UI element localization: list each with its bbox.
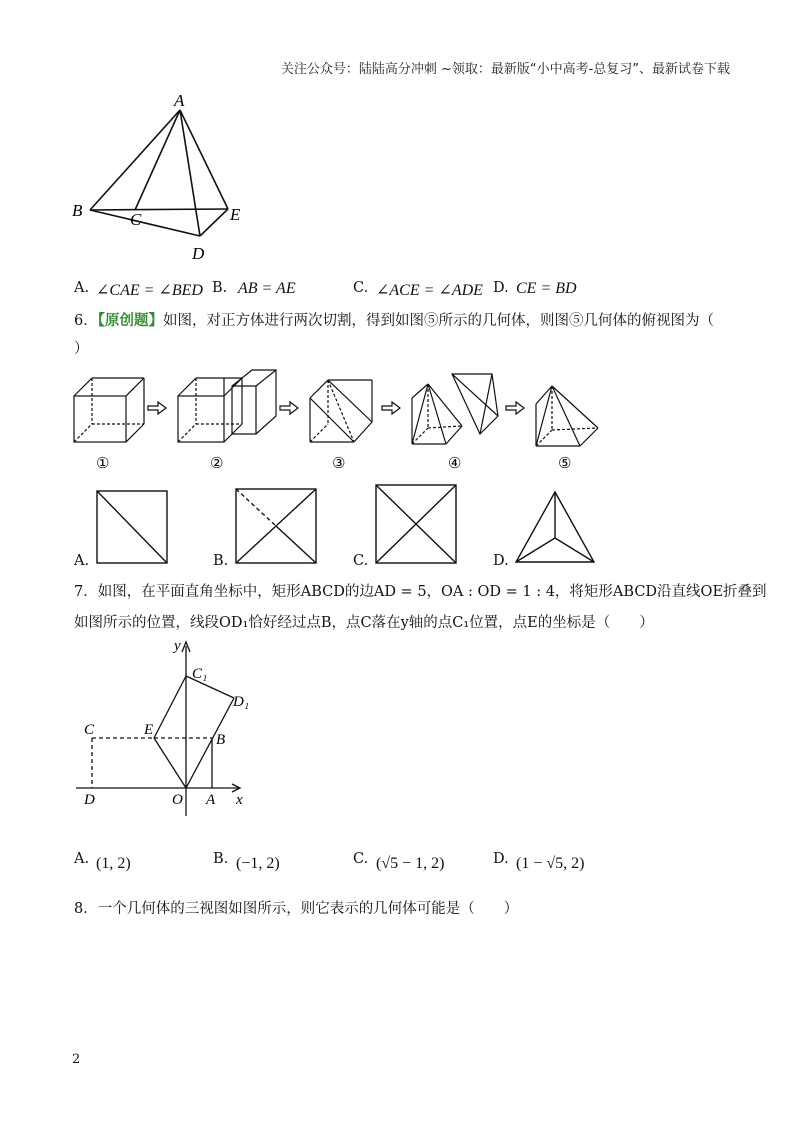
page-header: 关注公众号：陆陆高分冲刺 ~领取：最新版“小中高考-总复习”、最新试卷下载 — [280, 62, 730, 77]
q8-question — [74, 902, 518, 917]
q6-cube-sequence-figure — [66, 364, 626, 474]
q7-label-a: A — [206, 792, 216, 808]
q7-label-d: D — [84, 792, 95, 808]
q5-option-d-text: CE = BD — [516, 280, 577, 297]
q5-option-c-letter: C. — [353, 280, 369, 296]
q7-label-y: y — [174, 638, 181, 654]
q6-option-c-letter: C. — [353, 553, 369, 569]
q6-text-line2: ） — [74, 341, 89, 357]
q8-text: 一个几何体的三视图如图所示，则它表示的几何体可能是（ ） — [97, 901, 519, 917]
q7-option-c-letter: C. — [353, 851, 369, 867]
q7-label-c: C — [84, 722, 95, 738]
q6-step-label-2: ② — [210, 456, 224, 472]
q5-option-b-text: AB = AE — [238, 280, 296, 297]
q7-label-e: E — [144, 722, 154, 738]
q7-label-d1: D₁ — [233, 694, 250, 710]
q6-question — [74, 314, 714, 329]
q6-option-a-figure — [96, 490, 168, 564]
q5-label-e: E — [230, 205, 241, 224]
q7-text-line1 — [74, 585, 767, 600]
q6-option-b-figure — [235, 488, 317, 564]
q5-label-d: D — [192, 244, 205, 263]
q7-option-c-text: (√5 − 1, 2) — [376, 855, 445, 872]
q5-option-a-text: ∠CAE = ∠BED — [96, 282, 203, 299]
q6-option-c-figure — [375, 484, 457, 564]
q6-number: 6． — [74, 313, 98, 329]
q6-step-label-4: ④ — [448, 456, 462, 472]
q6-original-tag: 【原创题】 — [97, 312, 163, 329]
q6-step-label-5: ⑤ — [558, 456, 572, 472]
q6-option-d-figure — [514, 490, 596, 564]
q5-option-a-letter: A. — [74, 280, 90, 296]
q7-option-b-letter: B. — [213, 851, 229, 867]
q7-option-d-letter: D. — [493, 851, 509, 867]
q5-option-d-letter: D. — [493, 280, 509, 296]
q7-label-b: B — [216, 732, 226, 748]
q7-label-c1: C₁ — [192, 666, 208, 682]
q5-label-b: B — [72, 201, 83, 220]
q7-option-a-text: (1, 2) — [96, 855, 131, 872]
q6-option-d-letter: D. — [493, 553, 509, 569]
q7-option-b-text: (−1, 2) — [236, 855, 280, 872]
q6-option-a-letter: A. — [74, 553, 90, 569]
q6-text-line1: 如图，对正方体进行两次切割，得到如图⑤所示的几何体，则图⑤几何体的俯视图为（ — [162, 313, 714, 329]
q5-option-b-letter: B. — [212, 280, 228, 296]
q7-number: 7． — [74, 584, 98, 600]
q6-option-b-letter: B. — [213, 553, 229, 569]
q6-step-label-3: ③ — [332, 456, 346, 472]
q7-text-line1-content: 如图，在平面直角坐标中，矩形ABCD的边AD = 5，OA : OD = 1 : 4，将矩形ABCD沿直线OE折叠到 — [97, 584, 767, 600]
q8-number: 8． — [74, 901, 98, 917]
q7-option-a-letter: A. — [74, 851, 90, 867]
q7-text-line2: 如图所示的位置，线段OD₁恰好经过点B，点C落在y轴的点C₁位置，点E的坐标是（ ） — [74, 615, 654, 631]
q5-label-a: A — [174, 91, 185, 110]
q7-option-d-text: (1 − √5, 2) — [516, 855, 585, 872]
q7-coordinate-figure — [70, 636, 270, 826]
q5-label-c: C — [130, 210, 142, 229]
page-number: 2 — [72, 1052, 81, 1067]
q5-figure — [60, 88, 260, 268]
q7-label-x: x — [236, 792, 243, 808]
q5-option-c-text: ∠ACE = ∠ADE — [376, 282, 483, 299]
q7-label-o: O — [172, 792, 183, 808]
q6-step-label-1: ① — [96, 456, 110, 472]
